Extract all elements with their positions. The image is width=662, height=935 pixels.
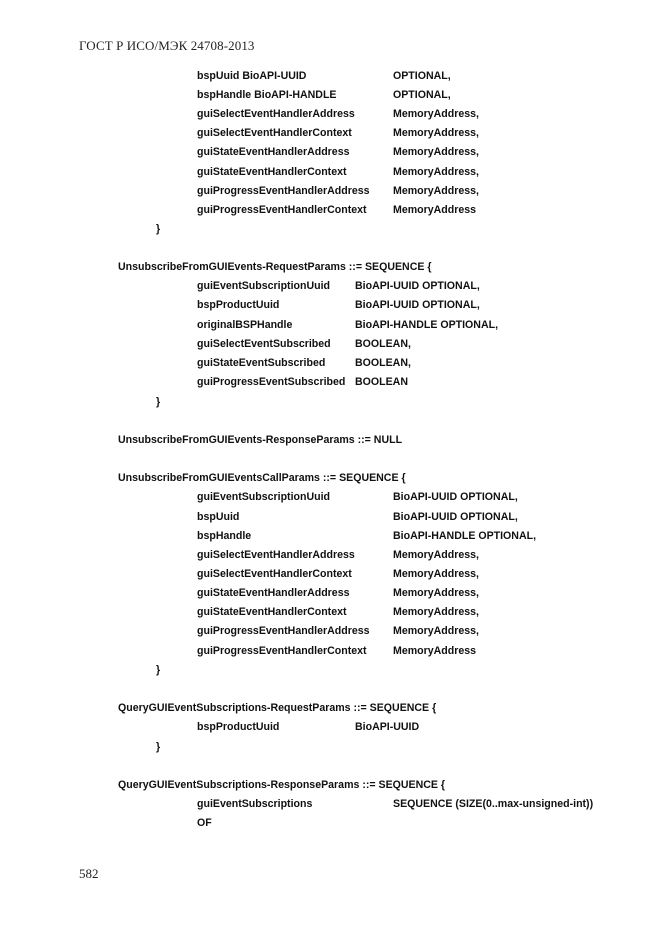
field-name: guiStateEventHandlerAddress [197,587,350,599]
field-type: BOOLEAN [355,376,408,388]
type-declaration: UnsubscribeFromGUIEvents-ResponseParams ::= NULL [118,434,403,446]
field-type: MemoryAddress, [393,606,479,618]
field-type: MemoryAddress [393,204,477,216]
field-type: SEQUENCE (SIZE(0..max-unsigned-int)) [393,798,594,810]
field-name: guiProgressEventHandlerContext [197,645,367,657]
field-name: bspUuid [197,511,240,523]
field-type: MemoryAddress [393,645,477,657]
field-name: guiEventSubscriptions [197,798,313,810]
type-declaration: UnsubscribeFromGUIEventsCallParams ::= SEQUENCE { [118,472,406,484]
field-type: BioAPI-UUID [355,721,420,733]
field-name: bspHandle BioAPI-HANDLE [197,89,337,101]
field-type: BOOLEAN, [355,338,411,350]
field-type: BioAPI-UUID OPTIONAL, [393,491,518,503]
type-declaration: UnsubscribeFromGUIEvents-RequestParams ::= SEQUENCE { [118,261,432,273]
field-type: MemoryAddress, [393,625,479,637]
field-type: BioAPI-HANDLE OPTIONAL, [393,530,537,542]
field-name: guiProgressEventSubscribed [197,376,346,388]
field-name: bspProductUuid [197,299,280,311]
field-type: OPTIONAL, [393,70,451,82]
field-name: guiProgressEventHandlerAddress [197,185,370,197]
field-type: MemoryAddress, [393,568,479,580]
field-name: guiSelectEventHandlerAddress [197,108,355,120]
field-name: bspProductUuid [197,721,280,733]
closing-brace: } [156,741,161,753]
field-type: MemoryAddress, [393,146,479,158]
closing-brace: } [156,396,161,408]
field-name: bspUuid BioAPI-UUID [197,70,307,82]
field-name: guiSelectEventHandlerContext [197,127,352,139]
field-type: BioAPI-UUID OPTIONAL, [355,280,480,292]
field-type: MemoryAddress, [393,185,479,197]
field-name: guiProgressEventHandlerContext [197,204,367,216]
field-type: MemoryAddress, [393,108,479,120]
field-type: MemoryAddress, [393,166,479,178]
document-header: ГОСТ Р ИСО/МЭК 24708-2013 [79,38,255,53]
field-name: guiStateEventHandlerContext [197,606,347,618]
field-type: MemoryAddress, [393,549,479,561]
field-name: bspHandle [197,530,252,542]
field-name: guiProgressEventHandlerAddress [197,625,370,637]
type-declaration: QueryGUIEventSubscriptions-RequestParams ::= SEQUENCE { [118,702,437,714]
field-name: guiEventSubscriptionUuid [197,280,331,292]
page-number: 582 [79,866,99,881]
field-type: BioAPI-UUID OPTIONAL, [393,511,518,523]
field-name: guiEventSubscriptionUuid [197,491,331,503]
field-type: BioAPI-HANDLE OPTIONAL, [355,319,499,331]
closing-brace: } [156,664,161,676]
field-name: originalBSPHandle [197,319,293,331]
field-name: OF [197,817,212,829]
field-name: guiStateEventHandlerAddress [197,146,350,158]
field-name: guiSelectEventSubscribed [197,338,331,350]
field-name: guiSelectEventHandlerAddress [197,549,355,561]
type-declaration: QueryGUIEventSubscriptions-ResponseParams ::= SEQUENCE { [118,779,446,791]
field-name: guiStateEventHandlerContext [197,166,347,178]
field-type: MemoryAddress, [393,587,479,599]
closing-brace: } [156,223,161,235]
field-type: BOOLEAN, [355,357,411,369]
field-name: guiSelectEventHandlerContext [197,568,352,580]
field-name: guiStateEventSubscribed [197,357,326,369]
field-type: OPTIONAL, [393,89,451,101]
field-type: BioAPI-UUID OPTIONAL, [355,299,480,311]
field-type: MemoryAddress, [393,127,479,139]
